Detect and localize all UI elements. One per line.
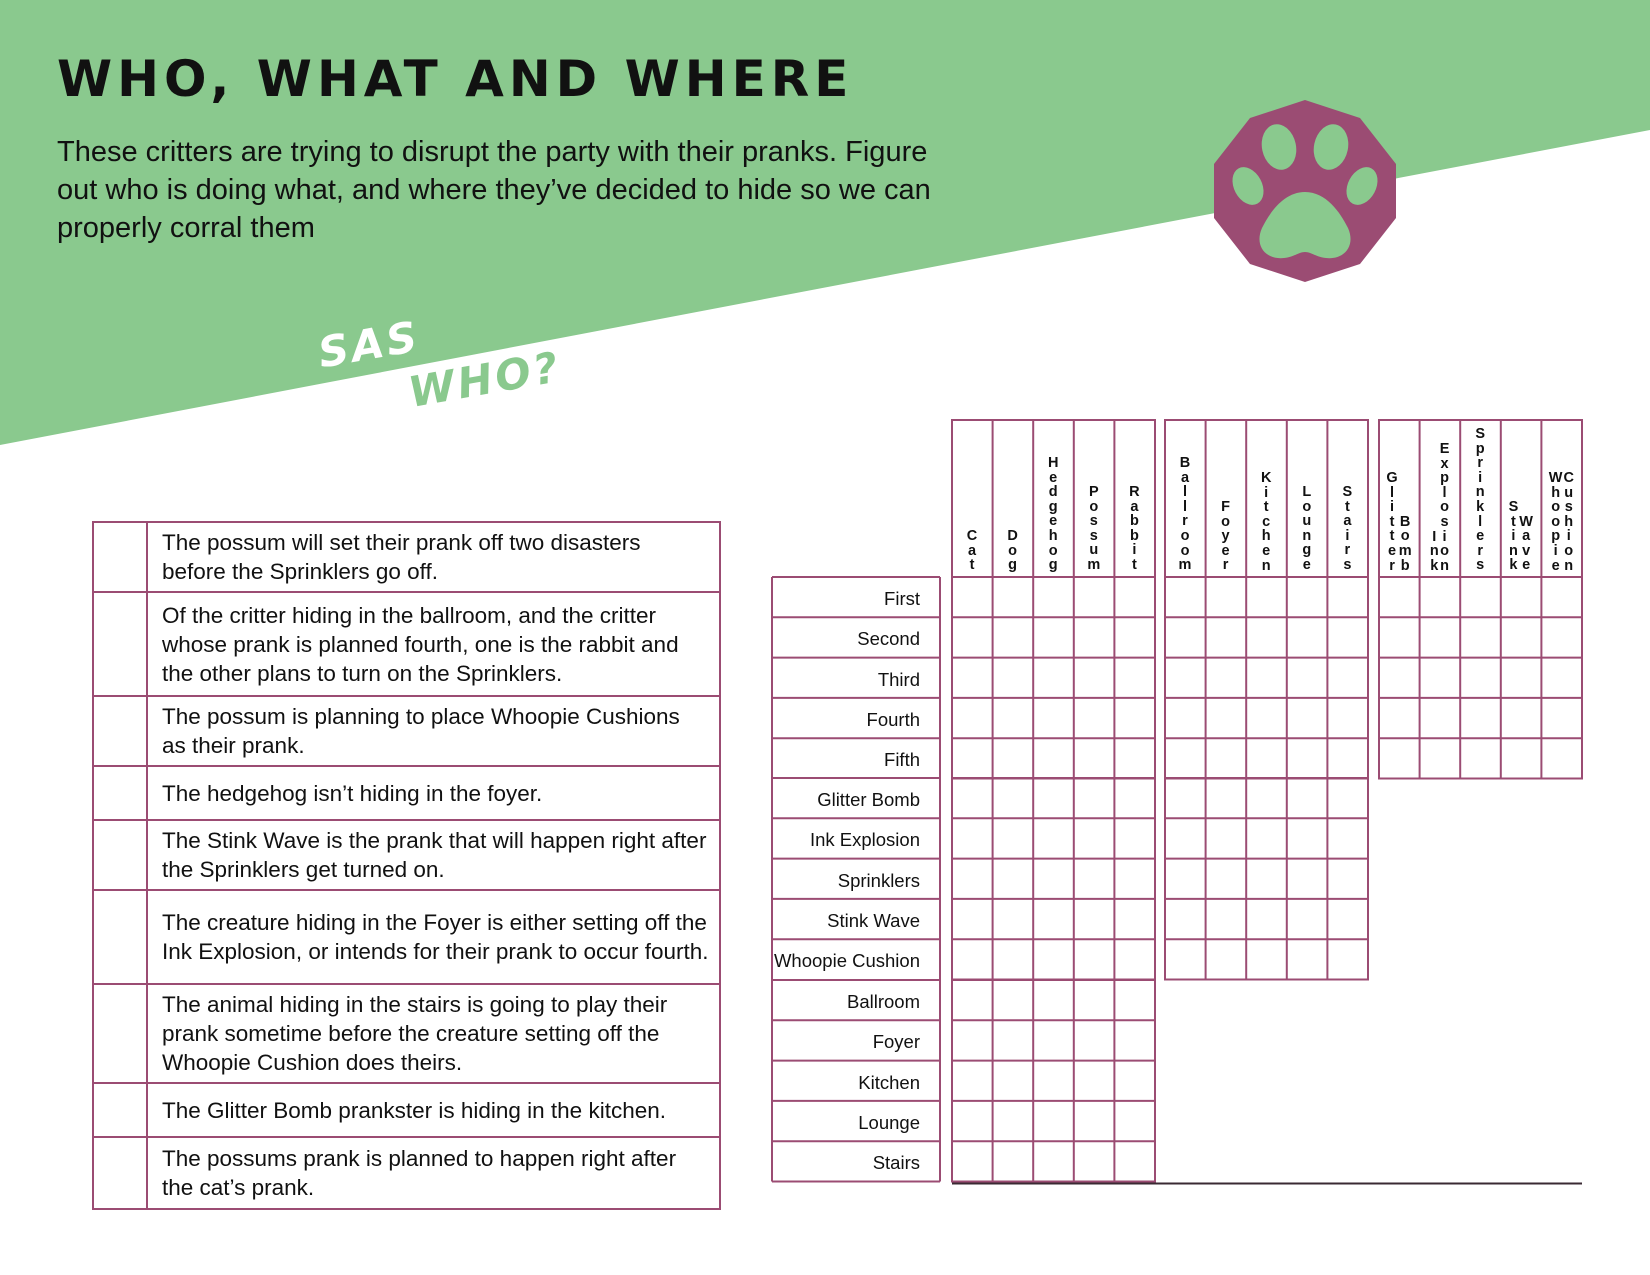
column-label [1379,471,1419,573]
column-label [1460,427,1500,573]
row-label: Second [857,628,920,650]
column-label-word: P o s s u m [1087,484,1101,573]
column-label-word: F o y e r [1221,499,1231,574]
column-label-word: S p r i n k l e r s [1475,426,1486,574]
column-label-word: D o g [1007,528,1018,574]
row-label: Foyer [872,1031,920,1053]
grid-block [952,577,1155,779]
column-label [1501,500,1541,573]
row-label: Third [877,668,920,690]
row-label: Ballroom [847,991,920,1012]
clue-text: The creature hiding in the Foyer is either setting off the Ink Explosion, or intends for their prank to occur fourth. [147,890,720,984]
clue-text: The hedgehog isn’t hiding in the foyer. [147,766,720,820]
column-label-word: C u s h i o n [1563,470,1574,574]
column-label-word: B o m b [1398,513,1412,574]
column-label-word: I n k [1429,528,1439,574]
column-label-word: E x p l o s i o n [1439,441,1450,574]
column-label-word: B a l l r o o m [1178,455,1192,574]
column-label [1327,485,1367,573]
column-label [1033,456,1073,573]
column-label-word: W h o o p i e [1548,470,1563,574]
column-label-word: W a v e [1519,513,1533,574]
logo-line-who: WHO? [404,342,565,417]
column-label-word: K i t c h e n [1260,470,1272,574]
column-label [1165,456,1205,573]
row-label: First [884,588,920,609]
column-label-word: G l i t t e r [1386,470,1398,574]
row-label: Fourth [866,708,920,730]
row-label: Whoopie Cushion [773,950,920,972]
column-label-word: S t a i r s [1342,484,1353,573]
logo-line-sas: SAS [314,311,424,378]
column-label [1074,485,1114,573]
column-label [1541,471,1581,573]
column-label [1246,471,1286,573]
clue-text: Of the critter hiding in the ballroom, and the critter whose prank is planned fourth, one is the rabbit and the other plans to turn on the Sprinklers. [147,592,720,696]
column-label [993,529,1033,573]
column-label [1420,442,1460,573]
row-label: Kitchen [858,1071,920,1093]
column-label-word: L o u n g e [1302,484,1312,573]
grid-block [1379,577,1582,779]
grid-block [1165,778,1368,980]
column-label-word: S t i n k [1508,499,1519,574]
grid-block [952,980,1155,1182]
column-label [952,529,992,573]
page-title: WHO, WHAT AND WHERE [57,50,854,108]
clue-text: The animal hiding in the stairs is going to play their prank sometime before the creature setting off the Whoopie Cushion does theirs. [147,984,720,1083]
column-label-word: R a b b i t [1129,484,1140,573]
column-label [1287,485,1327,573]
clue-text: The Stink Wave is the prank that will happen right after the Sprinklers get turned on. [147,820,720,890]
column-label [1114,485,1154,573]
clue-text: The possums prank is planned to happen right after the cat’s prank. [147,1137,720,1209]
grid-block [1165,577,1368,779]
column-label-word: H e d g e h o g [1047,455,1059,574]
column-label [1206,500,1246,573]
row-label: Stairs [872,1152,920,1174]
row-label: Ink Explosion [809,829,920,851]
column-label-word: C a t [966,528,978,574]
row-label: Glitter Bomb [817,789,920,810]
intro-text: These critters are trying to disrupt the party with their pranks. Figure out who is doing what, and where they’ve decided to hide so we can properly corral them [57,136,931,244]
row-label: Lounge [858,1111,920,1133]
grid-block [952,778,1155,980]
row-label: Sprinklers [837,869,920,891]
clue-text: The possum will set their prank off two disasters before the Sprinklers go off. [147,522,720,592]
row-label: Stink Wave [827,909,920,931]
clue-text: The possum is planning to place Whoopie Cushions as their prank. [147,696,720,766]
clue-text: The Glitter Bomb prankster is hiding in the kitchen. [147,1083,720,1137]
row-label: Fifth [884,749,920,771]
